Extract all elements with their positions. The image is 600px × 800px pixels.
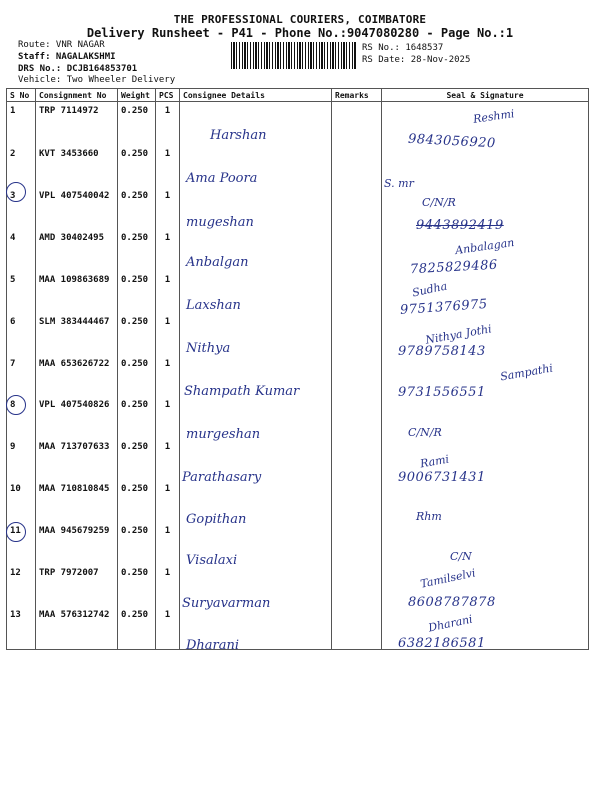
cell-weight: 0.250 <box>118 564 156 606</box>
runsheet-subtitle: Delivery Runsheet - P41 - Phone No.:9047080280 - Page No.:1 <box>86 26 514 40</box>
cell-pcs: 1 <box>156 564 180 606</box>
cell-weight: 0.250 <box>118 271 156 313</box>
cell-consignment: MAA 109863689 <box>36 271 118 313</box>
cell-pcs: 1 <box>156 396 180 438</box>
table-row <box>7 271 589 313</box>
handwritten-name: murgeshan <box>186 427 261 442</box>
row-11-circle-mark <box>6 522 26 542</box>
cell-remarks <box>332 145 382 187</box>
cell-pcs: 1 <box>156 313 180 355</box>
signature-3-mark: C/N/R <box>422 196 456 209</box>
row-3-circle-mark <box>6 182 26 202</box>
signature-3: S. mr <box>384 177 414 190</box>
cell-pcs: 1 <box>156 355 180 397</box>
cell-weight: 0.250 <box>118 438 156 480</box>
cell-sno: 10 <box>7 480 36 522</box>
drs-label: DRS No.: DCJB164853701 <box>18 64 138 74</box>
cell-weight: 0.250 <box>118 355 156 397</box>
handwritten-name: Ama Poora <box>186 171 258 186</box>
header-remarks: Remarks <box>332 89 382 102</box>
cell-remarks <box>332 313 382 355</box>
cell-pcs: 1 <box>156 187 180 229</box>
runsheet-table <box>6 88 589 650</box>
handwritten-name: Nithya <box>186 341 231 356</box>
signature-phone-1: 9843056920 <box>407 131 497 152</box>
cell-sno: 5 <box>7 271 36 313</box>
signature-phone-8: 9731556551 <box>398 385 486 400</box>
signature-1: Reshmi <box>472 107 516 126</box>
cell-consignment: MAA 710810845 <box>36 480 118 522</box>
cell-consignment: MAA 576312742 <box>36 606 118 649</box>
cell-weight: 0.250 <box>118 313 156 355</box>
table-row <box>7 522 589 564</box>
cell-sno: 13 <box>7 606 36 649</box>
handwritten-name: Gopithan <box>186 512 247 527</box>
signature-phone-4: 9443892419 <box>416 218 504 233</box>
cell-weight: 0.250 <box>118 606 156 649</box>
cell-pcs: 1 <box>156 480 180 522</box>
cell-pcs: 1 <box>156 102 180 145</box>
cell-sno: 1 <box>7 102 36 145</box>
cell-weight: 0.250 <box>118 229 156 271</box>
cell-consignment: VPL 407540826 <box>36 396 118 438</box>
signature-13: Dharani <box>427 612 474 635</box>
cell-pcs: 1 <box>156 145 180 187</box>
cell-weight: 0.250 <box>118 187 156 229</box>
rs-number: RS No.: 1648537 <box>362 43 444 53</box>
handwritten-name: Visalaxi <box>186 553 238 568</box>
signature-5: Anbalagan <box>454 235 516 258</box>
cell-weight: 0.250 <box>118 145 156 187</box>
signature-phone-13: 6382186581 <box>398 636 486 651</box>
handwritten-name: Suryavarman <box>182 596 271 611</box>
cell-weight: 0.250 <box>118 396 156 438</box>
table-row <box>7 313 589 355</box>
handwritten-name: Shampath Kumar <box>184 384 300 399</box>
cell-remarks <box>332 480 382 522</box>
signature-phone-12: 8608787878 <box>408 595 496 610</box>
cell-consignment: TRP 7972007 <box>36 564 118 606</box>
cell-weight: 0.250 <box>118 102 156 145</box>
cell-remarks <box>332 271 382 313</box>
cell-sno: 6 <box>7 313 36 355</box>
cell-consignment: VPL 407540042 <box>36 187 118 229</box>
table-row <box>7 606 589 649</box>
cell-remarks <box>332 564 382 606</box>
cell-seal <box>382 522 589 564</box>
header-consignment: Consignment No <box>36 89 118 102</box>
staff-label: Staff: NAGALAKSHMI <box>18 52 116 62</box>
signature-phone-7: 9789758143 <box>398 344 486 359</box>
signature-12-mark: C/N <box>450 550 472 563</box>
cell-pcs: 1 <box>156 438 180 480</box>
signature-phone-5: 7825829486 <box>409 257 499 278</box>
cell-consignment: SLM 383444467 <box>36 313 118 355</box>
signature-12: Tamilselvi <box>419 566 477 591</box>
signature-8: Sampathi <box>499 361 554 384</box>
cell-remarks <box>332 396 382 438</box>
handwritten-name: Anbalgan <box>186 255 249 270</box>
route-label: Route: VNR NAGAR <box>18 40 105 50</box>
cell-consignment: MAA 945679259 <box>36 522 118 564</box>
cell-sno: 12 <box>7 564 36 606</box>
cell-pcs: 1 <box>156 271 180 313</box>
table-row <box>7 396 589 438</box>
cell-consignment: MAA 713707633 <box>36 438 118 480</box>
cell-consignment: MAA 653626722 <box>36 355 118 397</box>
signature-phone-10: 9006731431 <box>398 470 486 485</box>
cell-remarks <box>332 187 382 229</box>
cell-weight: 0.250 <box>118 480 156 522</box>
header-weight: Weight <box>118 89 156 102</box>
header-seal: Seal & Signature <box>382 89 589 102</box>
cell-consignment: AMD 30402495 <box>36 229 118 271</box>
cell-seal <box>382 480 589 522</box>
cell-sno: 9 <box>7 438 36 480</box>
table-row <box>7 438 589 480</box>
cell-sno: 4 <box>7 229 36 271</box>
header-consignee: Consignee Details <box>180 89 332 102</box>
cell-remarks <box>332 606 382 649</box>
row-8-circle-mark <box>6 395 26 415</box>
handwritten-name: Laxshan <box>186 298 241 313</box>
table-row <box>7 564 589 606</box>
cell-consignment: KVT 3453660 <box>36 145 118 187</box>
runsheet-title: THE PROFESSIONAL COURIERS, COIMBATORE <box>173 13 427 26</box>
cell-weight: 0.250 <box>118 522 156 564</box>
cell-pcs: 1 <box>156 522 180 564</box>
handwritten-name: Dharani <box>186 638 240 653</box>
header-sno: S No <box>7 89 36 102</box>
table-row <box>7 480 589 522</box>
cell-remarks <box>332 355 382 397</box>
cell-consignment: TRP 7114972 <box>36 102 118 145</box>
signature-phone-6: 9751376975 <box>399 296 489 319</box>
signature-9-mark: C/N/R <box>408 426 442 439</box>
cell-pcs: 1 <box>156 606 180 649</box>
cell-sno: 8 <box>7 396 36 438</box>
cell-sno: 3 <box>7 187 36 229</box>
barcode-image <box>231 42 357 69</box>
cell-sno: 7 <box>7 355 36 397</box>
cell-sno: 11 <box>7 522 36 564</box>
table-row <box>7 145 589 187</box>
cell-remarks <box>332 102 382 145</box>
handwritten-name: mugeshan <box>186 215 254 230</box>
vehicle-label: Vehicle: Two Wheeler Delivery <box>18 75 176 85</box>
rs-date: RS Date: 28-Nov-2025 <box>362 55 471 65</box>
signature-10: Rami <box>419 452 450 471</box>
table-header-row <box>7 89 589 102</box>
cell-remarks <box>332 229 382 271</box>
cell-pcs: 1 <box>156 229 180 271</box>
cell-sno: 2 <box>7 145 36 187</box>
header-pcs: PCS <box>156 89 180 102</box>
signature-7: Nithya Jothi <box>424 322 493 347</box>
signature-11-mark: Rhm <box>416 510 442 523</box>
handwritten-name: Parathasary <box>182 470 262 485</box>
cell-remarks <box>332 522 382 564</box>
signature-6: Sudha <box>411 279 449 300</box>
cell-remarks <box>332 438 382 480</box>
handwritten-name: Harshan <box>210 128 267 143</box>
